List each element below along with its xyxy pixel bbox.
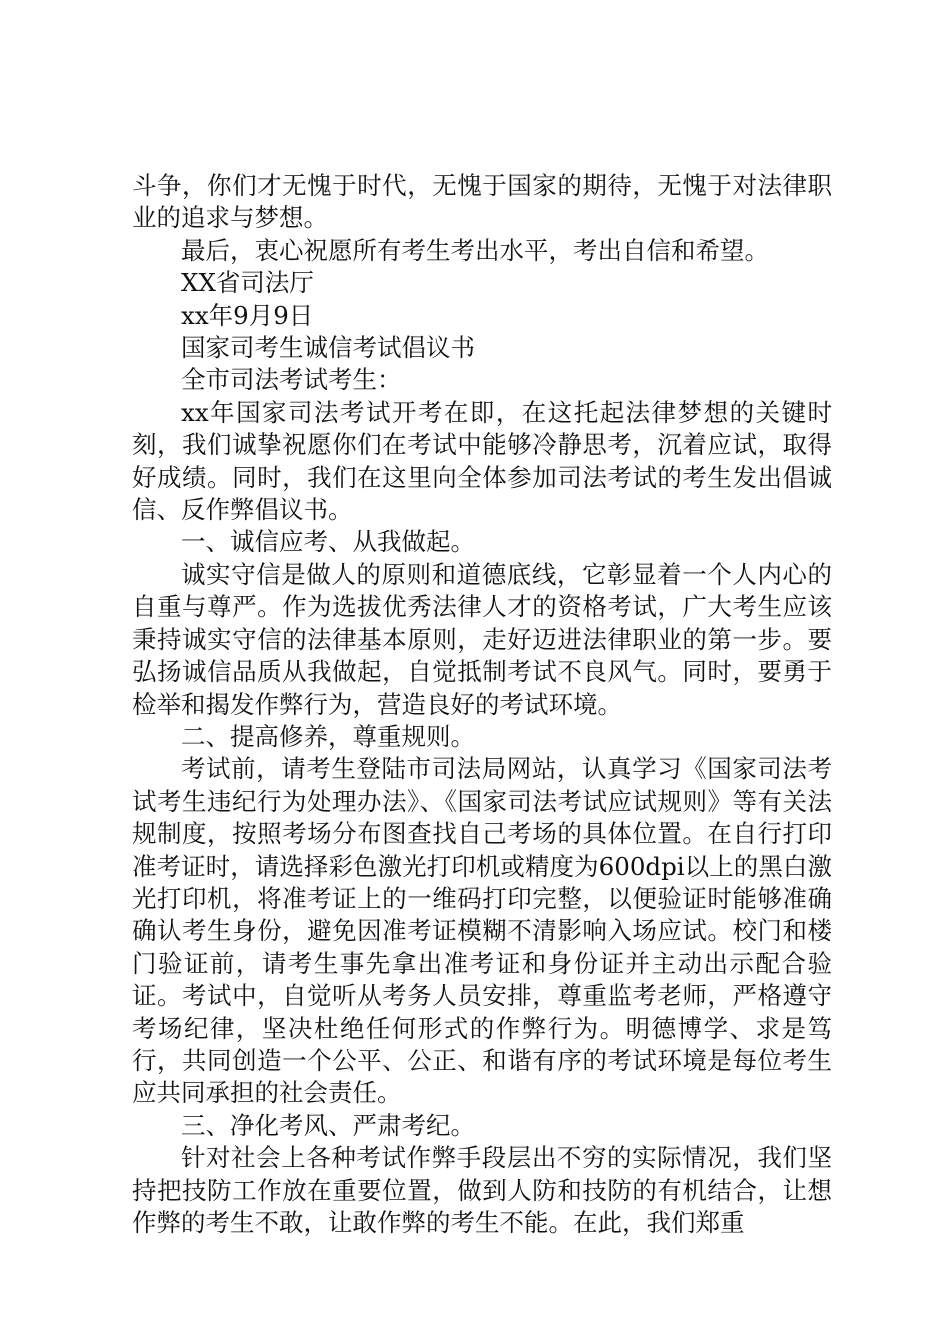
paragraph-closing-wish: 最后，衷心祝愿所有考生考出水平，考出自信和希望。 [181,235,769,265]
signature-organization: XX省司法厅 [181,268,314,298]
paragraph-point-three: 针对社会上各种考试作弊手段层出不穷的实际情况，我们坚持把技防工作放在重要位置，做到人防和技防的有机结合，让想作弊的考生不敢，让敢作弊的考生不能。在此，我们郑重 [132,1143,832,1237]
heading-point-one: 一、诚信应考、从我做起。 [181,527,475,557]
paragraph-point-one: 诚实守信是做人的原则和道德底线，它彰显着一个人内心的自重与尊严。作为选拔优秀法律人才的资格考试，广大考生应该秉持诚实守信的法律基本原则，走好迈进法律职业的第一步。要弘扬诚信品质从我做起，自觉抵制考试不良风气。同时，要勇于检举和揭发作弊行为，营造良好的考试环境。 [132,559,832,719]
salutation: 全市司法考试考生： [181,365,402,395]
document-body [132,170,832,1239]
heading-point-two: 二、提高修养，尊重规则。 [181,721,475,751]
paragraph-point-two: 考试前，请考生登陆市司法局网站，认真学习《国家司法考试考生违纪行为处理办法》、《国家司法考试应试规则》等有关法规制度，按照考场分布图查找自己考场的具体位置。在自行打印准考证时，请选择彩色激光打印机或精度为600dpi以上的黑白激光打印机，将准考证上的一维码打印完整，以便验证时能够准确确认考生身份，避免因准考证模糊不清影响入场应试。校门和楼门验证前，请考生事先拿出准考证和身份证并主动出示配合验证。考试中，自觉听从考务人员安排，尊重监考老师，严格遵守考场纪律，坚决杜绝任何形式的作弊行为。明德博学、求是笃行，共同创造一个公平、公正、和谐有序的考试环境是每位考生应共同承担的社会责任。 [132,754,832,1108]
heading-point-three: 三、净化考风、严肃考纪。 [181,1110,475,1140]
section-title: 国家司考生诚信考试倡议书 [181,333,475,363]
signature-date: xx年9月9日 [181,300,314,330]
paragraph-intro: xx年国家司法考试开考在即，在这托起法律梦想的关键时刻，我们诚挚祝愿你们在考试中能够冷静思考，沉着应试，取得好成绩。同时，我们在这里向全体参加司法考试的考生发出倡诚信、反作弊倡议书。 [132,397,832,525]
paragraph-continuation: 斗争，你们才无愧于时代，无愧于国家的期待，无愧于对法律职业的追求与梦想。 [132,171,832,233]
